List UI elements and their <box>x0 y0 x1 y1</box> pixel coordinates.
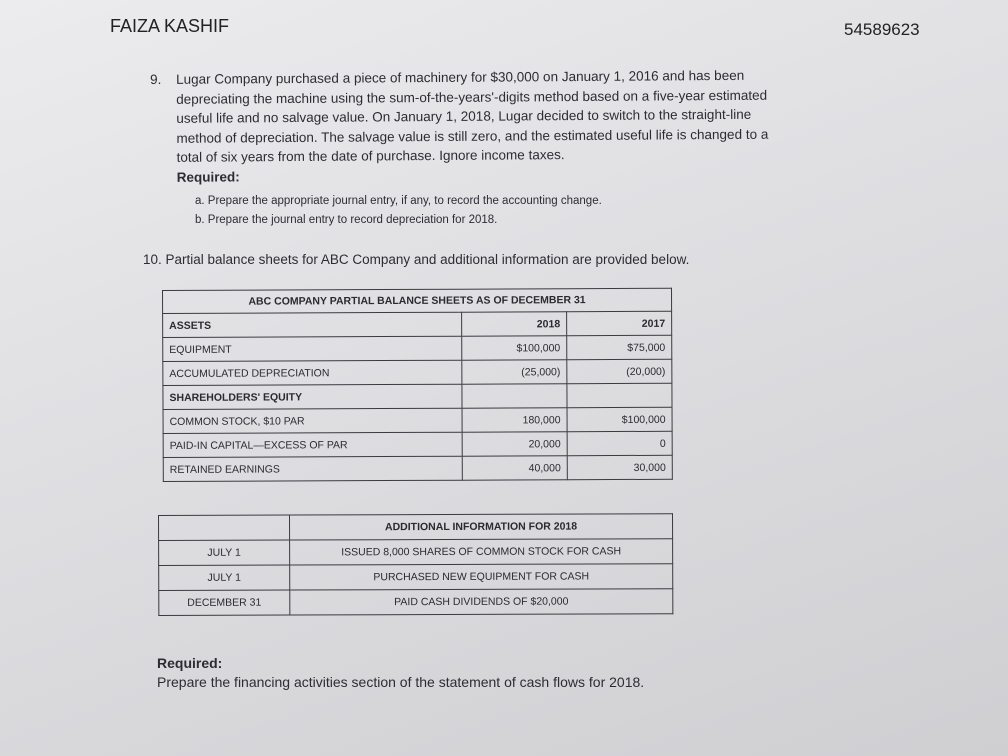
question-line: method of depreciation. The salvage value is still zero, and the estimated useful life is changed to a <box>176 126 769 146</box>
table-cell: SHAREHOLDERS' EQUITY <box>163 384 462 409</box>
table-cell <box>462 384 567 408</box>
required-section <box>157 654 644 692</box>
table-row <box>159 564 673 591</box>
table-cell: PURCHASED NEW EQUIPMENT FOR CASH <box>290 564 673 590</box>
question-line: useful life and no salvage value. On January 1, 2018, Lugar decided to switch to the straight-line <box>176 106 752 126</box>
table-cell: $75,000 <box>567 335 672 359</box>
table-row <box>163 455 672 481</box>
table-cell: EQUIPMENT <box>163 336 462 361</box>
table-cell: ISSUED 8,000 SHARES OF COMMON STOCK FOR CASH <box>290 539 673 565</box>
table-cell: (20,000) <box>567 359 672 383</box>
table-title: ADDITIONAL INFORMATION FOR 2018 <box>290 514 673 540</box>
balance-sheet-table <box>162 288 673 482</box>
table-cell: 30,000 <box>567 455 672 479</box>
table-cell: $100,000 <box>567 407 672 431</box>
table-header-cell: ASSETS <box>163 312 462 337</box>
table-cell: JULY 1 <box>159 540 290 565</box>
table-row <box>163 431 672 457</box>
table-title: ABC COMPANY PARTIAL BALANCE SHEETS AS OF DECEMBER 31 <box>163 288 672 313</box>
table-cell: ACCUMULATED DEPRECIATION <box>163 360 462 385</box>
question-line: total of six years from the date of purchase. Ignore income taxes. <box>176 147 565 165</box>
question-10-text: 10. Partial balance sheets for ABC Company and additional information are provided below. <box>143 252 690 267</box>
student-id: 54589623 <box>844 20 920 39</box>
table-cell: 20,000 <box>462 432 567 456</box>
question-9 <box>150 65 911 187</box>
part-b: b. Prepare the journal entry to record depreciation for 2018. <box>195 214 498 226</box>
question-line: depreciating the machine using the sum-of-the-years'-digits method based on a five-year estimated <box>176 87 768 107</box>
table-cell: PAID CASH DIVIDENDS OF $20,000 <box>290 589 673 615</box>
table-cell: 0 <box>567 431 672 455</box>
table-cell: COMMON STOCK, $10 PAR <box>163 408 462 433</box>
required-label: Required: <box>157 655 223 671</box>
table-row <box>163 407 672 433</box>
question-line: Lugar Company purchased a piece of machinery for $30,000 on January 1, 2016 and has been <box>176 67 745 87</box>
table-header-cell: 2018 <box>462 312 567 336</box>
table-cell: 180,000 <box>462 408 567 432</box>
table-cell: JULY 1 <box>159 565 290 590</box>
table-row <box>163 359 672 385</box>
part-a: a. Prepare the appropriate journal entry, if any, to record the accounting change. <box>195 195 602 207</box>
table-cell <box>567 383 672 407</box>
table-row <box>163 383 672 409</box>
table-cell: DECEMBER 31 <box>159 590 290 615</box>
table-row <box>159 589 673 616</box>
table-header-cell: 2017 <box>567 311 672 335</box>
student-name: FAIZA KASHIF <box>110 16 230 36</box>
table-cell: PAID-IN CAPITAL—EXCESS OF PAR <box>163 432 462 457</box>
table-cell: 40,000 <box>462 456 567 480</box>
table-cell <box>159 515 290 540</box>
table-cell: (25,000) <box>462 360 567 384</box>
table-row <box>159 539 673 566</box>
table-row <box>163 335 672 361</box>
question-number: 9. <box>150 71 162 87</box>
required-label: Required: <box>176 168 240 185</box>
table-cell: $100,000 <box>462 336 567 360</box>
additional-info-table <box>158 513 673 616</box>
required-text: Prepare the financing activities section of the statement of cash flows for 2018. <box>157 674 645 690</box>
table-cell: RETAINED EARNINGS <box>163 456 462 481</box>
